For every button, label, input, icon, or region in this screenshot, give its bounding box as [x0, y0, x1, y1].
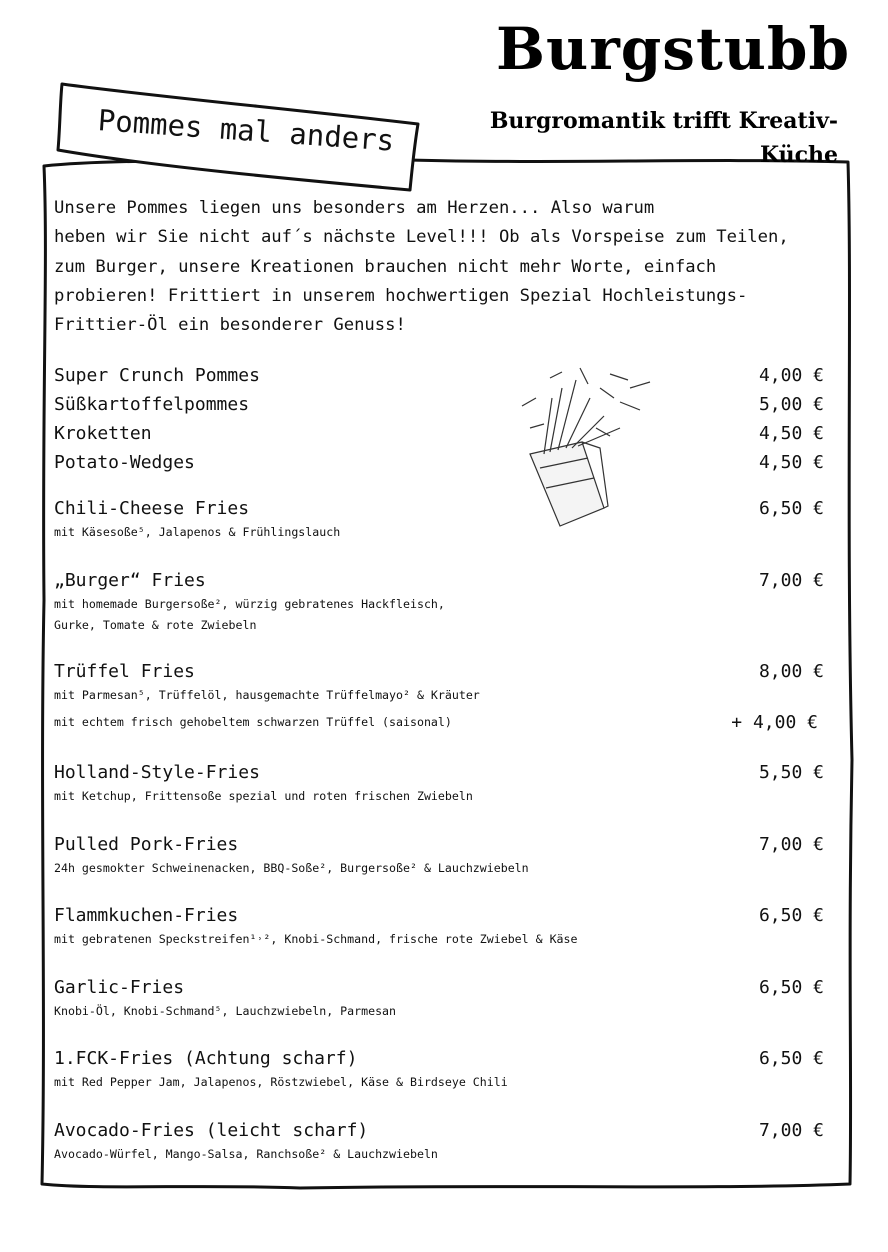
- item-name: Avocado-Fries (leicht scharf): [54, 1120, 369, 1141]
- item-name: Potato-Wedges: [54, 452, 195, 473]
- section-title: Pommes mal anders: [96, 103, 396, 158]
- brand-logo: Burgstubb: [496, 15, 851, 83]
- item-description-extra: mit echtem frisch gehobeltem schwarzen Trüffel (saisonal): [54, 715, 452, 729]
- item-extra-price: + 4,00 €: [731, 712, 818, 733]
- item-description: Knobi-Öl, Knobi-Schmand⁵, Lauchzwiebeln, Parmesan: [54, 1004, 397, 1018]
- list-item: [54, 760, 834, 807]
- item-name: 1.FCK-Fries (Achtung scharf): [54, 1048, 358, 1069]
- item-name: Chili-Cheese Fries: [54, 498, 250, 519]
- item-price: 4,50 €: [758, 452, 824, 473]
- item-price: 6,50 €: [758, 905, 824, 926]
- item-description: 24h gesmokter Schweinenacken, BBQ-Soße², Burgersoße² & Lauchzwiebeln: [54, 861, 529, 875]
- item-name: Trüffel Fries: [54, 661, 195, 682]
- list-item: [54, 448, 834, 477]
- item-description: mit homemade Burgersoße², würzig gebratenes Hackfleisch, Gurke, Tomate & rote Zwiebeln: [54, 597, 445, 632]
- item-name: Süßkartoffelpommes: [54, 394, 250, 415]
- item-price: 6,50 €: [758, 1048, 824, 1069]
- list-item: [54, 496, 834, 543]
- item-description: mit Parmesan⁵, Trüffelöl, hausgemachte Trüffelmayo² & Kräuter: [54, 688, 480, 702]
- item-price: 4,50 €: [758, 423, 824, 444]
- item-price: 4,00 €: [758, 365, 824, 386]
- item-price: 5,50 €: [758, 762, 824, 783]
- item-description: mit Red Pepper Jam, Jalapenos, Röstzwiebel, Käse & Birdseye Chili: [54, 1075, 508, 1089]
- intro-text: Unsere Pommes liegen uns besonders am Herzen... Also warum heben wir Sie nicht auf´s nächste Level!!! Ob als Vorspeise zum Teilen, zum Burger, unsere Kreationen brauchen nicht mehr Worte, einfach probieren! Frittiert in unserem hochwertigen Spezial Hochleistungs- Frittier-Öl ein besonderer Genuss!: [54, 198, 789, 336]
- list-item: [54, 361, 834, 390]
- item-price: 7,00 €: [758, 570, 824, 591]
- item-description: mit Käsesoße⁵, Jalapenos & Frühlingslauch: [54, 525, 341, 539]
- list-item: [54, 419, 834, 448]
- list-item: [54, 1046, 834, 1093]
- brand-tagline: Burgromantik trifft Kreativ-Küche: [489, 108, 838, 168]
- item-description: mit Ketchup, Frittensoße spezial und roten frischen Zwiebeln: [54, 789, 473, 803]
- list-item: [54, 1118, 834, 1165]
- item-name: Flammkuchen-Fries: [54, 905, 239, 926]
- list-item: [54, 903, 834, 950]
- list-item: [54, 390, 834, 419]
- list-item: [54, 568, 834, 636]
- item-name: „Burger“ Fries: [54, 570, 206, 591]
- item-price: 7,00 €: [758, 1120, 824, 1141]
- list-item: [54, 832, 834, 879]
- item-name: Kroketten: [54, 423, 152, 444]
- list-item: [54, 659, 834, 733]
- item-name: Super Crunch Pommes: [54, 365, 260, 386]
- item-name: Holland-Style-Fries: [54, 762, 260, 783]
- list-item: [54, 975, 834, 1022]
- item-description: Avocado-Würfel, Mango-Salsa, Ranchsoße² & Lauchzwiebeln: [54, 1147, 438, 1161]
- item-price: 7,00 €: [758, 834, 824, 855]
- item-price: 6,50 €: [758, 977, 824, 998]
- item-description: mit gebratenen Speckstreifen¹˒², Knobi-Schmand, frische rote Zwiebel & Käse: [54, 932, 578, 946]
- item-name: Pulled Pork-Fries: [54, 834, 239, 855]
- item-price: 5,00 €: [758, 394, 824, 415]
- item-name: Garlic-Fries: [54, 977, 185, 998]
- item-price: 6,50 €: [758, 498, 824, 519]
- item-price: 8,00 €: [758, 661, 824, 682]
